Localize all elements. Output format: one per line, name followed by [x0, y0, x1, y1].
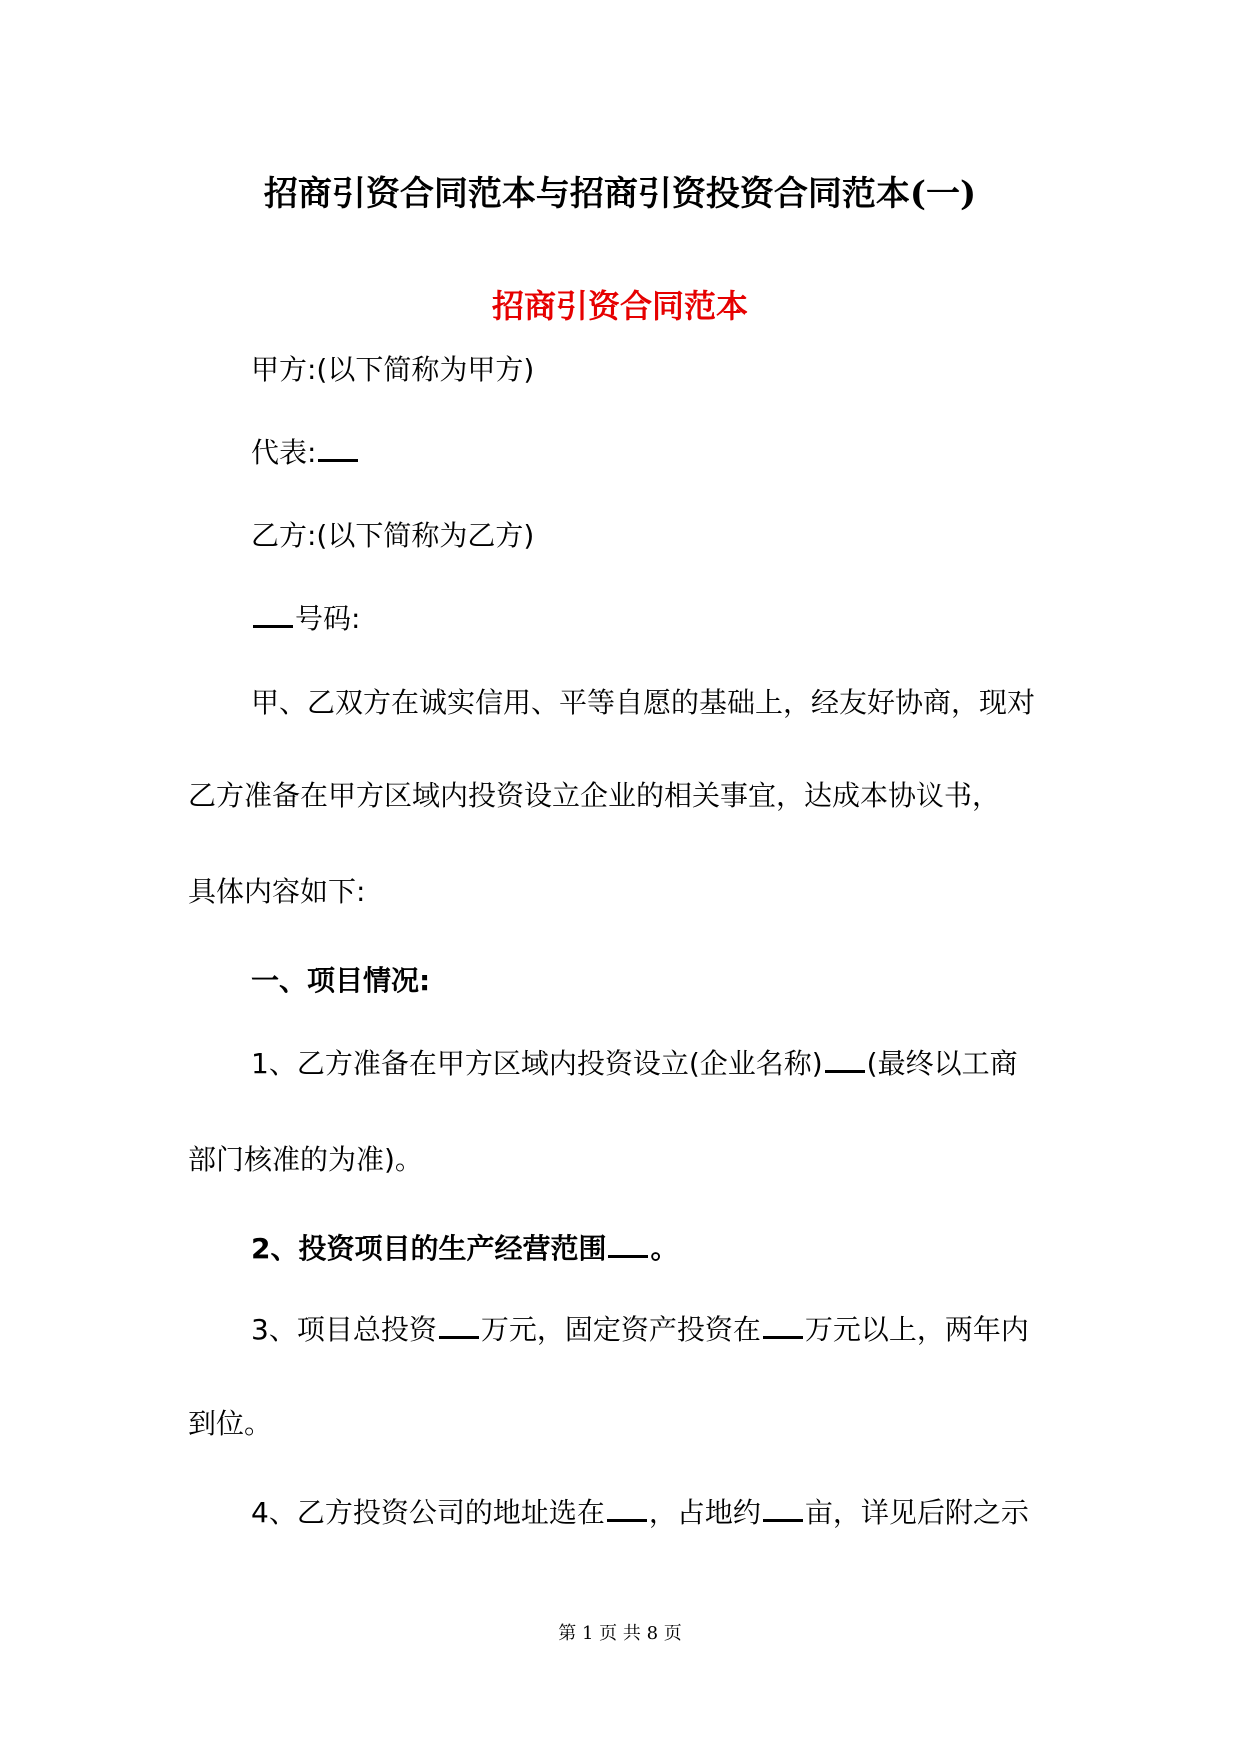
- number-blank: [253, 599, 293, 628]
- heading-project-info: 一、项目情况:: [251, 964, 431, 997]
- address-blank: [607, 1493, 647, 1522]
- total-investment-blank: [439, 1310, 479, 1339]
- number-line: [251, 599, 360, 639]
- item-4-text-c: 亩，详见后附之示: [804, 1496, 1029, 1529]
- land-area-blank: [763, 1493, 803, 1522]
- item-3-text-c: 万元以上，两年内: [804, 1313, 1029, 1346]
- item-4-line-1: [251, 1493, 1029, 1533]
- item-3-line-2: 到位。: [188, 1407, 273, 1440]
- party-b-line: 乙方:(以下简称为乙方): [251, 519, 535, 552]
- item-2-text-a: 2、投资项目的生产经营范围: [251, 1232, 607, 1265]
- item-3-line-1: [251, 1310, 1029, 1350]
- item-3-text-a: 3、项目总投资: [251, 1313, 437, 1346]
- page-number-footer: 第 1 页 共 8 页: [558, 1623, 682, 1644]
- item-1-text-a: 1、乙方准备在甲方区域内投资设立(企业名称): [251, 1047, 823, 1080]
- item-2-text-b: 。: [650, 1232, 679, 1265]
- intro-line-3: 具体内容如下:: [188, 875, 366, 908]
- item-4-text-a: 4、乙方投资公司的地址选在: [251, 1496, 605, 1529]
- party-a-line: 甲方:(以下简称为甲方): [251, 353, 535, 386]
- item-2-line: [251, 1229, 679, 1269]
- representative-line: [251, 433, 360, 473]
- number-label: 号码:: [295, 602, 361, 635]
- item-1-line-1: [251, 1044, 1018, 1084]
- item-3-text-b: 万元，固定资产投资在: [480, 1313, 761, 1346]
- item-1-text-b: (最终以工商: [866, 1047, 1018, 1080]
- document-title: 招商引资合同范本与招商引资投资合同范本(一): [263, 174, 977, 214]
- intro-line-2: 乙方准备在甲方区域内投资设立企业的相关事宜，达成本协议书，: [188, 779, 1001, 812]
- fixed-assets-blank: [763, 1310, 803, 1339]
- section-title: 招商引资合同范本: [491, 287, 748, 325]
- representative-blank: [318, 433, 358, 462]
- intro-line-1: 甲、乙双方在诚实信用、平等自愿的基础上，经友好协商，现对: [251, 686, 1036, 719]
- business-scope-blank: [608, 1229, 648, 1258]
- company-name-blank: [825, 1044, 865, 1073]
- representative-label: 代表:: [251, 436, 317, 469]
- item-1-line-2: 部门核准的为准)。: [188, 1143, 423, 1176]
- item-4-text-b: ，占地约: [648, 1496, 761, 1529]
